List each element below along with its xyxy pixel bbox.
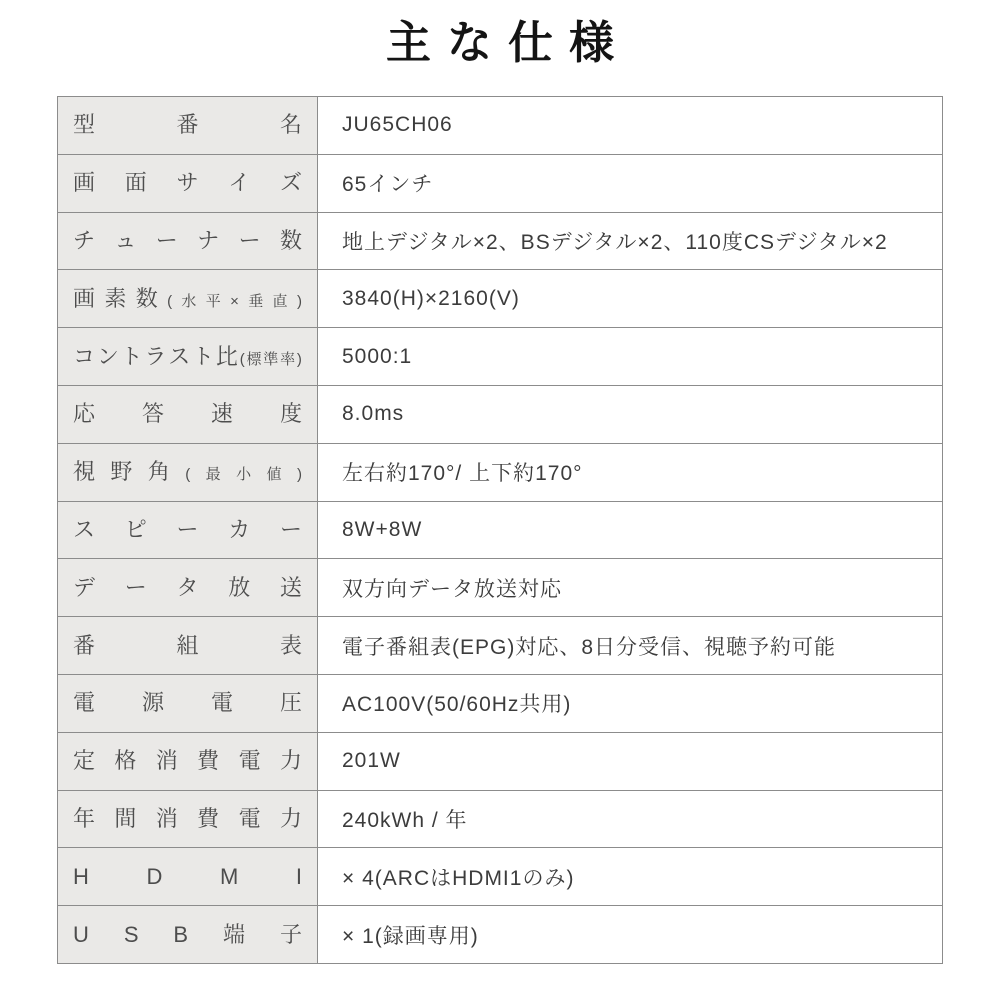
spec-label-char: 放: [228, 574, 251, 600]
spec-label-char: 比: [215, 343, 238, 369]
table-row: [58, 732, 942, 790]
spec-label-char: 率: [280, 350, 296, 368]
spec-label-char: 直: [272, 292, 288, 310]
spec-label-char: 力: [279, 748, 302, 774]
spec-label-char: ー: [279, 516, 302, 542]
spec-label-char: 間: [114, 805, 137, 831]
spec-label: [58, 386, 318, 443]
spec-label-text: [73, 632, 302, 658]
spec-label-char: 子: [279, 921, 302, 947]
spec-label-char: 野: [110, 459, 133, 485]
spec-label: [58, 848, 318, 905]
spec-label-char: (: [239, 350, 245, 368]
spec-label-char: ト: [192, 343, 215, 369]
spec-label-char: サ: [176, 170, 199, 196]
spec-label-char: (: [167, 292, 173, 310]
spec-value: 201W: [318, 733, 942, 790]
spec-label: [58, 97, 318, 154]
spec-label: [58, 559, 318, 616]
spec-label-char: ー: [124, 574, 147, 600]
spec-label-char: カ: [228, 516, 251, 542]
spec-label-char: ト: [120, 343, 143, 369]
spec-value: 240kWh / 年: [318, 791, 942, 848]
spec-label-char: 画: [73, 285, 96, 311]
spec-label-char: ピ: [124, 516, 147, 542]
spec-label-char: 電: [238, 748, 261, 774]
table-row: [58, 674, 942, 732]
spec-label-char: ュ: [114, 227, 137, 253]
table-row: [58, 212, 942, 270]
spec-label-char: S: [123, 921, 139, 947]
spec-label-char: ): [296, 350, 302, 368]
spec-label-char: 型: [73, 112, 96, 138]
spec-label-char: 最: [205, 466, 221, 484]
spec-label-char: 組: [176, 632, 199, 658]
table-row: [58, 97, 942, 154]
spec-value: 8W+8W: [318, 502, 942, 559]
spec-label-char: (: [185, 466, 191, 484]
spec-label-char: 答: [141, 401, 164, 427]
table-row: [58, 847, 942, 905]
spec-table: [57, 96, 943, 964]
spec-label-char: ス: [168, 343, 191, 369]
spec-label-char: コ: [73, 343, 96, 369]
spec-label: [58, 906, 318, 963]
spec-label-char: 表: [279, 632, 302, 658]
spec-label-char: 数: [279, 227, 302, 253]
spec-label: [58, 502, 318, 559]
spec-label-char: 消: [155, 748, 178, 774]
spec-label-char: 水: [181, 292, 197, 310]
spec-label-char: 定: [73, 748, 96, 774]
spec-label-text: [73, 574, 302, 600]
spec-label-char: 度: [279, 401, 302, 427]
spec-value: 地上デジタル×2、BSデジタル×2、110度CSデジタル×2: [318, 213, 942, 270]
spec-label: [58, 733, 318, 790]
spec-value: 電子番組表(EPG)対応、8日分受信、視聴予約可能: [318, 617, 942, 674]
spec-label: [58, 675, 318, 732]
spec-label-text: [73, 343, 302, 369]
spec-label-char: 源: [141, 690, 164, 716]
spec-label-text: [73, 516, 302, 542]
spec-label-char: 番: [73, 632, 96, 658]
spec-label-text: [73, 227, 302, 253]
spec-label-char: 端: [223, 921, 246, 947]
spec-label-char: ラ: [144, 343, 167, 369]
table-row: [58, 269, 942, 327]
spec-label-char: 画: [73, 170, 96, 196]
spec-value: AC100V(50/60Hz共用): [318, 675, 942, 732]
spec-label: [58, 155, 318, 212]
table-row: [58, 385, 942, 443]
spec-label-char: I: [295, 863, 302, 889]
spec-label-char: ス: [73, 516, 96, 542]
spec-label-char: 平: [205, 292, 221, 310]
spec-label-char: 準: [263, 350, 279, 368]
spec-label: [58, 213, 318, 270]
spec-label-char: 視: [73, 459, 96, 485]
spec-label-char: ナ: [197, 227, 220, 253]
spec-value: 8.0ms: [318, 386, 942, 443]
spec-label-char: 面: [124, 170, 147, 196]
spec-label-char: イ: [228, 170, 251, 196]
spec-label-char: 標: [246, 350, 262, 368]
spec-value: 5000:1: [318, 328, 942, 385]
spec-label-char: 名: [279, 112, 302, 138]
spec-label-char: 角: [147, 459, 170, 485]
spec-value: JU65CH06: [318, 97, 942, 154]
spec-label-text: [73, 692, 302, 714]
spec-label-char: ー: [176, 516, 199, 542]
spec-label-char: 送: [279, 574, 302, 600]
table-row: [58, 616, 942, 674]
spec-label-text: [73, 403, 302, 425]
spec-label-text: [73, 750, 302, 772]
spec-label-char: デ: [73, 574, 96, 600]
spec-label-char: 電: [238, 805, 261, 831]
spec-label-char: 数: [135, 285, 158, 311]
spec-label-text: [73, 863, 302, 889]
spec-value: 65インチ: [318, 155, 942, 212]
spec-label-char: M: [219, 863, 239, 889]
spec-label: [58, 444, 318, 501]
spec-value: × 1(録画専用): [318, 906, 942, 963]
spec-label-char: 素: [104, 285, 127, 311]
spec-label-text: [73, 285, 302, 311]
spec-label-text: [73, 172, 302, 194]
spec-label-char: チ: [73, 227, 96, 253]
spec-label-char: ー: [238, 227, 261, 253]
table-row: [58, 790, 942, 848]
spec-label-char: 応: [73, 401, 96, 427]
spec-value: × 4(ARCはHDMI1のみ): [318, 848, 942, 905]
spec-label-char: ン: [96, 343, 119, 369]
spec-label-char: 消: [155, 805, 178, 831]
spec-label-text: [73, 921, 302, 947]
spec-label-char: 小: [236, 466, 252, 484]
spec-label-char: 格: [114, 748, 137, 774]
table-row: [58, 443, 942, 501]
spec-label-char: 力: [279, 805, 302, 831]
spec-label: [58, 328, 318, 385]
spec-label-text: [73, 461, 302, 483]
spec-label: [58, 270, 318, 327]
spec-value: 3840(H)×2160(V): [318, 270, 942, 327]
table-row: [58, 154, 942, 212]
spec-label-text: [73, 114, 302, 136]
spec-value: 双方向データ放送対応: [318, 559, 942, 616]
spec-label-char: 番: [176, 112, 199, 138]
spec-label-char: 年: [73, 805, 96, 831]
spec-label-char: 費: [197, 748, 220, 774]
spec-value: 左右約170°/ 上下約170°: [318, 444, 942, 501]
table-row: [58, 501, 942, 559]
spec-label-char: U: [73, 921, 89, 947]
spec-label-char: H: [73, 863, 89, 889]
spec-label-char: ー: [155, 227, 178, 253]
spec-label-char: ): [296, 292, 302, 310]
spec-label: [58, 791, 318, 848]
table-row: [58, 558, 942, 616]
spec-label-char: ×: [230, 292, 239, 310]
spec-label-char: 電: [210, 690, 233, 716]
spec-label-char: ズ: [279, 170, 302, 196]
spec-label: [58, 617, 318, 674]
spec-label-char: 値: [266, 466, 282, 484]
spec-label-char: 垂: [248, 292, 264, 310]
spec-label-char: ): [296, 466, 302, 484]
spec-label-text: [73, 805, 302, 831]
spec-label-char: 圧: [279, 690, 302, 716]
spec-label-char: B: [173, 921, 189, 947]
table-row: [58, 327, 942, 385]
table-row: [58, 905, 942, 963]
spec-label-char: タ: [176, 574, 199, 600]
page-title: 主な仕様: [385, 16, 630, 69]
spec-label-char: 速: [210, 401, 233, 427]
spec-label-char: 電: [73, 690, 96, 716]
spec-label-char: 費: [197, 805, 220, 831]
spec-label-char: D: [146, 863, 163, 889]
